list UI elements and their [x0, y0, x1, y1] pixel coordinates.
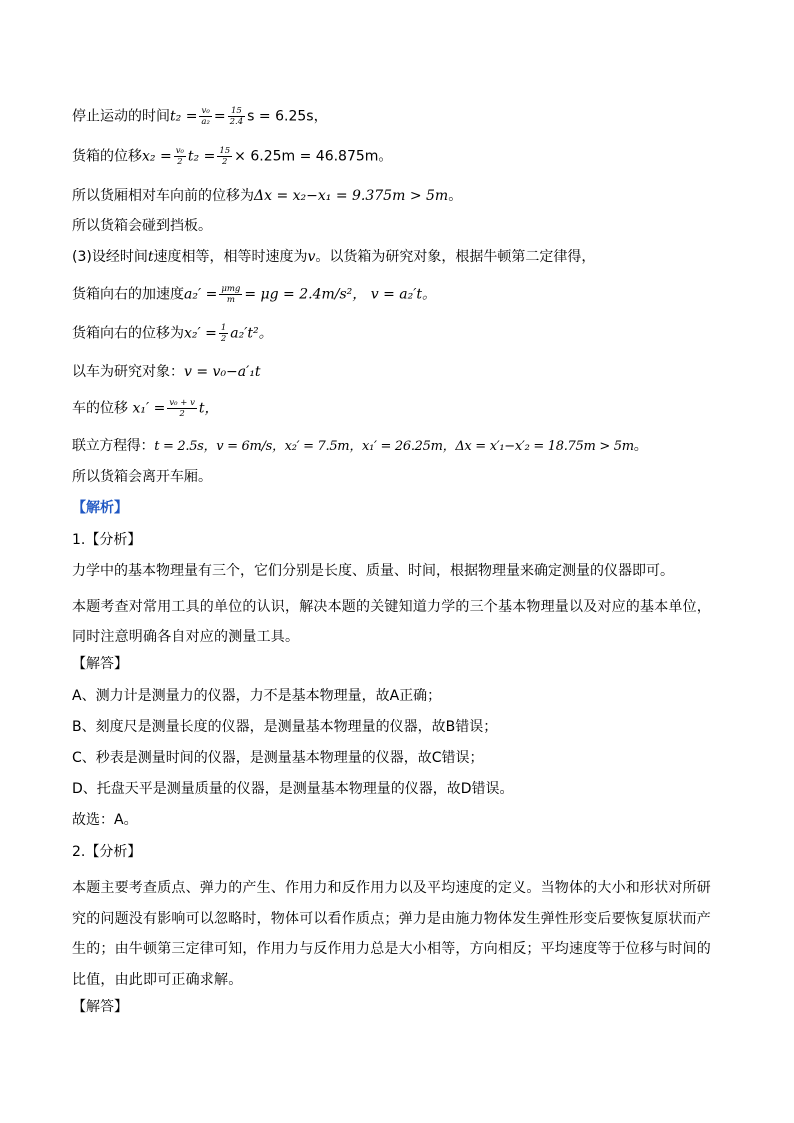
fraction	[167, 398, 197, 419]
line-text: 货箱的位移	[72, 148, 142, 165]
fraction	[199, 106, 211, 127]
fraction-denominator: 2	[222, 157, 228, 167]
fraction-denominator: 2	[179, 409, 185, 419]
formula: v = v₀−a′₁t	[184, 364, 261, 380]
formula-lhs: t₂ =	[170, 108, 198, 125]
fraction	[174, 146, 186, 167]
fraction-numerator: v₀	[199, 106, 211, 117]
stop-time-line	[72, 106, 328, 127]
q1-answer-heading: 【解答】	[72, 656, 128, 672]
line-text: 停止运动的时间	[72, 108, 170, 125]
q2-paragraph: 本题主要考查质点、弹力的产生、作用力和反作用力以及平均速度的定义。当物体的大小和形状对所研究的问题没有影响可以忽略时，物体可以看作质点；弹力是由施力物体发生弹性形变后要恢复原状而产生的；由牛顿第三定律可知，作用力与反作用力总是大小相等，方向相反；平均速度等于位移与时间的比值，由此即可正确求解。	[72, 880, 711, 988]
final-conclusion-line: 所以货箱会离开车厢。	[72, 469, 212, 485]
fraction	[228, 106, 246, 127]
relative-displacement-line	[72, 186, 462, 206]
q1-option-b: B、刻度尺是测量长度的仪器，是测量基本物理量的仪器，故B错误；	[72, 719, 498, 735]
formula-lhs: a₂′ =	[184, 286, 218, 303]
conclusion-line: 所以货箱会碰到挡板。	[72, 218, 212, 234]
formula-eq: =	[213, 108, 226, 125]
line-text: 货箱向右的加速度	[72, 286, 184, 303]
formula-result: × 6.25m = 46.875m。	[234, 148, 393, 165]
formula-mid: t₂ =	[187, 148, 216, 165]
fraction	[219, 323, 228, 344]
fraction-denominator: 2	[177, 157, 183, 167]
formula-result: t，	[198, 400, 219, 417]
formula-lhs: x₂′ =	[184, 325, 217, 342]
line-text: 车的位移	[72, 400, 133, 417]
solve-equations-line	[72, 436, 647, 457]
fraction-denominator: 2	[220, 334, 227, 344]
formula-result: = μg = 2.4m/s²， v = a₂′t。	[244, 286, 437, 303]
car-displacement-line	[72, 398, 219, 419]
car-object-line	[72, 362, 261, 382]
formula-lhs: x₁′ =	[132, 400, 166, 417]
q2-answer-heading: 【解答】	[72, 999, 128, 1015]
analysis-heading: 【解析】	[72, 500, 128, 516]
q1-choice: 故选：A。	[72, 812, 138, 828]
box-displacement-line	[72, 146, 392, 167]
line-text: 货箱向右的位移为	[72, 325, 184, 342]
variable-v: v	[307, 249, 316, 265]
line-text: 联立方程得：	[72, 438, 155, 454]
fraction-denominator: 2.4	[229, 117, 244, 127]
formula-result: a₂′t²。	[230, 325, 273, 342]
q2-analysis-heading: 2.【分析】	[72, 844, 142, 860]
fraction-numerator: 15	[219, 146, 231, 156]
line-text: (3)设经时间	[72, 249, 148, 265]
fraction-numerator: v₀ + v	[169, 398, 195, 408]
fraction-numerator: v₀	[175, 146, 184, 156]
q1-paragraph: 本题考查对常用工具的单位的认识，解决本题的关键知道力学的三个基本物理量以及对应的基本单位，同时注意明确各自对应的测量工具。	[72, 599, 711, 645]
line-text: 速度相等，相等时速度为	[153, 249, 308, 265]
line-text: 以车为研究对象：	[72, 364, 184, 380]
fraction-numerator: 15	[228, 106, 246, 117]
formula: Δx = x₂−x₁ = 9.375m > 5m	[254, 188, 449, 204]
q1-paragraph: 力学中的基本物理量有三个，它们分别是长度、质量、时间，根据物理量来确定测量的仪器即可。	[72, 563, 674, 579]
line-text: 。	[448, 188, 463, 204]
box-right-displacement-line	[72, 323, 273, 344]
formula: t = 2.5s，v = 6m/s，x₂′ = 7.5m，x₁′ = 26.25m，Δx = x′₁−x′₂ = 18.75m > 5m	[154, 439, 634, 454]
line-text: 。以货箱为研究对象，根据牛顿第二定律得，	[315, 249, 596, 265]
fraction-numerator: 1	[220, 323, 227, 333]
fraction-numerator: μmg	[221, 284, 241, 294]
fraction-denominator: a₂	[201, 117, 210, 127]
q1-option-a: A、测力计是测量力的仪器，力不是基本物理量，故A正确；	[72, 688, 442, 704]
q1-analysis-heading: 1.【分析】	[72, 532, 142, 548]
line-text: 。	[633, 438, 648, 454]
formula-lhs: x₂ =	[142, 148, 172, 165]
fraction	[219, 284, 242, 305]
part3-intro-line	[72, 247, 595, 267]
box-acceleration-line	[72, 284, 436, 305]
fraction-denominator: m	[226, 295, 235, 305]
formula-result: s = 6.25s，	[247, 108, 328, 125]
q1-option-d: D、托盘天平是测量质量的仪器，是测量基本物理量的仪器，故D错误。	[72, 781, 514, 797]
fraction	[217, 146, 232, 167]
line-text: 所以货厢相对车向前的位移为	[72, 188, 254, 204]
q1-option-c: C、秒表是测量时间的仪器，是测量基本物理量的仪器，故C错误；	[72, 750, 484, 766]
variable-t: t	[147, 249, 154, 265]
